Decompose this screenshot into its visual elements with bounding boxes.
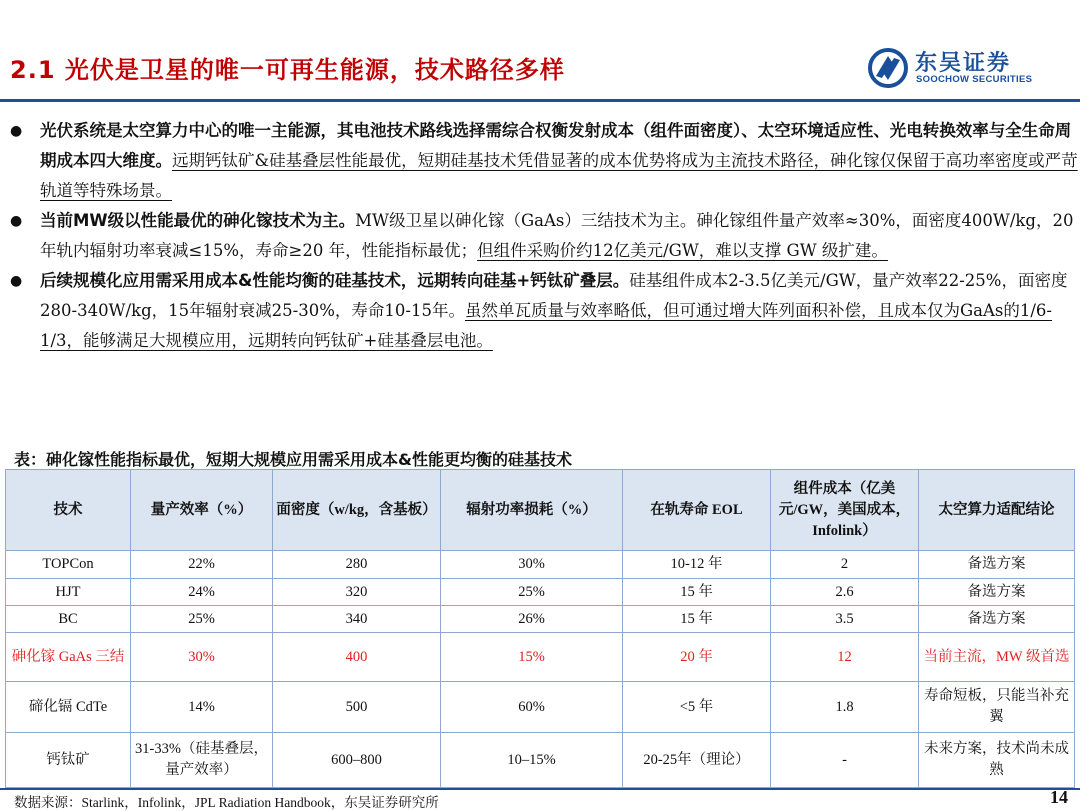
header-cell: 量产效率（%） (131, 470, 273, 551)
table-cell: 钙钛矿 (6, 733, 131, 788)
table-cell: <5 年 (623, 682, 771, 733)
logo-text-en: SOOCHOW SECURITIES (916, 74, 1033, 85)
logo-text-cn: 东吴证券 (915, 51, 1012, 76)
bullet-item (8, 206, 1078, 266)
header-cell: 技术 (6, 470, 131, 551)
table-cell: 3.5 (771, 606, 919, 633)
pv-technology-table (5, 469, 1075, 788)
table-cell: 碲化镉 CdTe (6, 682, 131, 733)
table-cell: 600–800 (273, 733, 441, 788)
table-cell: 340 (273, 606, 441, 633)
table-caption: 表：砷化镓性能指标最优，短期大规模应用需采用成本&性能更均衡的硅基技术 (14, 450, 572, 469)
table-cell: 2 (771, 551, 919, 579)
bullet-plain-text: MW级卫星以砷化镓（GaAs）三结技术为主。砷化镓组件量产效率≈30%，面密度400W/kg，20年轨内辐射功率衰减≤15%，寿命≥20 年，性能指标最优； (40, 211, 1074, 260)
company-logo (868, 46, 1068, 90)
table-cell: 320 (273, 579, 441, 606)
bullet-bold-text: 光伏系统是太空算力中心的唯一主能源，其电池技术路线选择需综合权衡发射成本（组件面密度）、太空环境适应性、光电转换效率与全生命周期成本四大维度。 (40, 121, 1072, 170)
header-divider (0, 99, 1080, 102)
bullet-item (8, 266, 1078, 356)
table-cell: 备选方案 (919, 551, 1075, 579)
data-source-note: 数据来源：Starlink，Infolink，JPL Radiation Handbook，东吴证券研究所 (14, 795, 439, 810)
table-cell: 25% (441, 579, 623, 606)
bullet-bold-text: 当前MW级以性能最优的砷化镓技术为主。 (40, 211, 356, 230)
table-row-highlighted (6, 633, 1075, 682)
table-cell: 31-33%（硅基叠层，量产效率） (131, 733, 273, 788)
table-cell: 14% (131, 682, 273, 733)
table-cell: 备选方案 (919, 606, 1075, 633)
table-row (6, 606, 1075, 633)
table-header-row (6, 470, 1075, 551)
table-row (6, 579, 1075, 606)
bullet-underlined-text: 但组件采购价约12亿美元/GW，难以支撑 GW 级扩建。 (477, 241, 888, 260)
table-cell: 10–15% (441, 733, 623, 788)
table-cell: 24% (131, 579, 273, 606)
table-cell: 500 (273, 682, 441, 733)
header-cell: 太空算力适配结论 (919, 470, 1075, 551)
bullet-underlined-text: 虽然单瓦质量与效率略低，但可通过增大阵列面积补偿，且成本仅为GaAs的1/6-1/3，能够满足大规模应用，远期转向钙钛矿+硅基叠层电池。 (40, 301, 1052, 350)
table-cell: 当前主流，MW 级首选 (919, 633, 1075, 682)
bullet-dot-icon: ● (10, 123, 23, 139)
footer-divider (0, 788, 1080, 790)
table-cell: 20 年 (623, 633, 771, 682)
table-cell: 未来方案，技术尚未成熟 (919, 733, 1075, 788)
table-cell: 25% (131, 606, 273, 633)
table-cell: 15 年 (623, 606, 771, 633)
table-cell: BC (6, 606, 131, 633)
bullet-underlined-text: 远期钙钛矿&硅基叠层性能最优，短期硅基技术凭借显著的成本优势将成为主流技术路径，砷化镓仅保留于高功率密度或严苛轨道等特殊场景。 (40, 151, 1078, 200)
bullet-dot-icon: ● (10, 273, 23, 289)
table-cell: 30% (441, 551, 623, 579)
table-cell: 2.6 (771, 579, 919, 606)
table-cell: 寿命短板，只能当补充翼 (919, 682, 1075, 733)
table-row (6, 682, 1075, 733)
header-cell: 面密度（w/kg，含基板） (273, 470, 441, 551)
table-cell: 400 (273, 633, 441, 682)
page-number: 14 (1050, 787, 1068, 807)
table-cell: 10-12 年 (623, 551, 771, 579)
table-cell: 砷化镓 GaAs 三结 (6, 633, 131, 682)
table-cell: 60% (441, 682, 623, 733)
bullet-item (8, 116, 1078, 206)
bullet-dot-icon: ● (10, 213, 23, 229)
table-cell: TOPCon (6, 551, 131, 579)
table-cell: 22% (131, 551, 273, 579)
table-row (6, 551, 1075, 579)
table-cell: 备选方案 (919, 579, 1075, 606)
bullet-bold-text: 后续规模化应用需采用成本&性能均衡的硅基技术，远期转向硅基+钙钛矿叠层。 (40, 271, 630, 290)
table-row (6, 733, 1075, 788)
table-cell: 20-25年（理论） (623, 733, 771, 788)
header-cell: 在轨寿命 EOL (623, 470, 771, 551)
page-title: 2.1 光伏是卫星的唯一可再生能源，技术路径多样 (10, 56, 565, 84)
bullet-list (8, 116, 1078, 356)
table-cell: 30% (131, 633, 273, 682)
table-cell: 15% (441, 633, 623, 682)
table-cell: 15 年 (623, 579, 771, 606)
table-cell: 280 (273, 551, 441, 579)
header-cell: 辐射功率损耗（%） (441, 470, 623, 551)
table-cell: 1.8 (771, 682, 919, 733)
table-cell: 12 (771, 633, 919, 682)
table-cell: 26% (441, 606, 623, 633)
table-cell: HJT (6, 579, 131, 606)
soochow-logo-icon (868, 48, 908, 88)
header-cell: 组件成本（亿美元/GW，美国成本，Infolink） (771, 470, 919, 551)
table-cell: - (771, 733, 919, 788)
bullet-plain-text: 硅基组件成本2-3.5亿美元/GW，量产效率22-25%，面密度 280-340W/kg，15年辐射衰减25-30%，寿命10-15年。 (40, 271, 1068, 320)
